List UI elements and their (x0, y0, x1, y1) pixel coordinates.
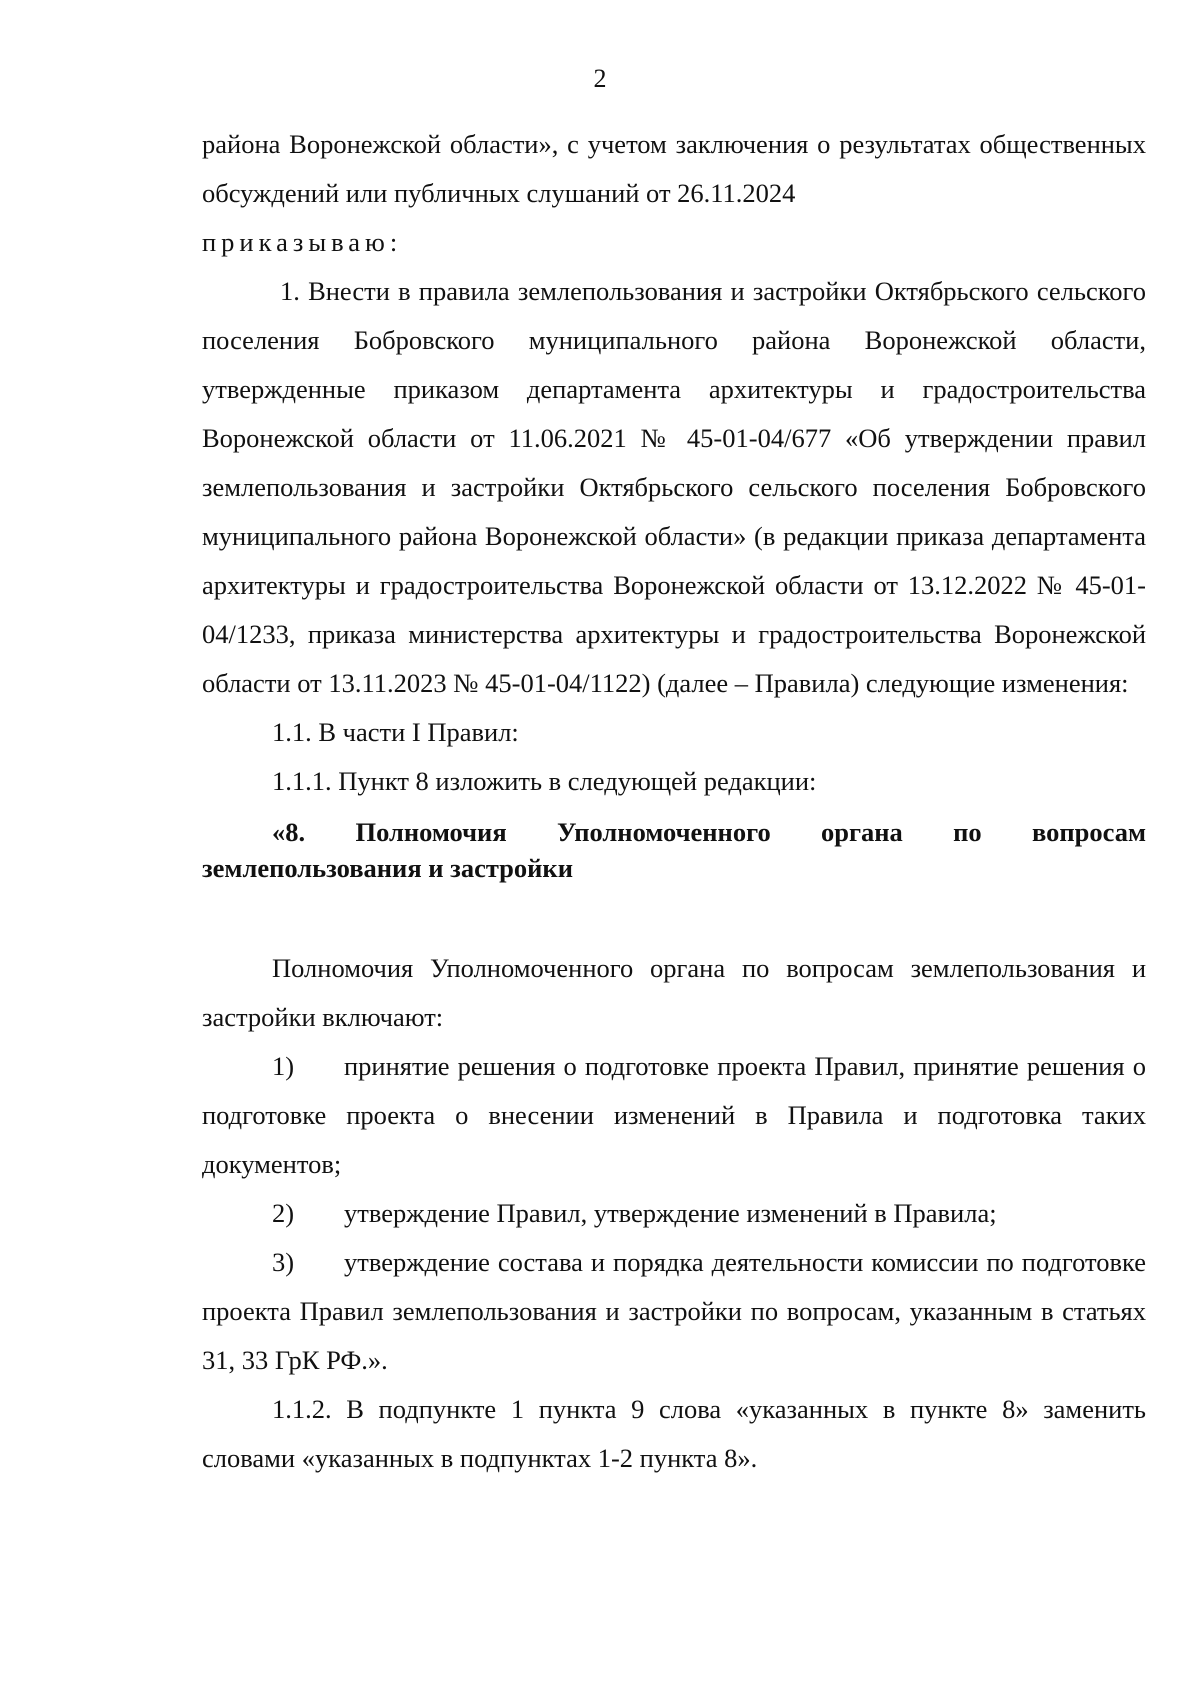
section-heading: «8. Полномочия Уполномоченного органа по вопросам землепользования и застройки (202, 817, 1146, 883)
page-number: 2 (593, 64, 607, 93)
paragraph-intro: района Воронежской области», с учетом заключения о результатах общественных обсуждений или публичных слушаний от 26.11.2024 (202, 129, 1146, 208)
paragraph-1-1-2: 1.1.2. В подпункте 1 пункта 9 слова «указанных в пункте 8» заменить словами «указанных в подпунктах 1-2 пункта 8». (202, 1394, 1146, 1473)
paragraph-1: 1. Внести в правила землепользования и застройки Октябрьского сельского поселения Бобровского муниципального района Воронежской области, утвержденные приказом департамента архитектуры и градостроительства Воронежской области от 11.06.2021 № 45-01-04/677 «Об утверждении правил землепользования и застройки Октябрьского сельского поселения Бобровского муниципального района Воронежской области» (в редакции приказа департамента архитектуры и градостроительства Воронежской области от 13.12.2022 № 45-01-04/1233, приказа министерства архитектуры и градостроительства Воронежской области от 13.11.2023 № 45-01-04/1122) (далее – Правила) следующие изменения: (202, 276, 1146, 698)
list-item (202, 1238, 1146, 1385)
list-item-text: утверждение Правил, утверждение изменений в Правила; (344, 1198, 997, 1228)
list-item-number: 3) (272, 1247, 295, 1277)
paragraph-1-1-1: 1.1.1. Пункт 8 изложить в следующей редакции: (272, 766, 817, 796)
list-item-number: 2) (272, 1198, 295, 1228)
paragraph-1-1: 1.1. В части I Правил: (272, 717, 519, 747)
order-word: приказываю: (202, 227, 403, 257)
document-body (202, 120, 1146, 1483)
list-item-text: принятие решения о подготовке проекта Правил, принятие решения о подготовке проекта о внесении изменений в Правила и подготовка таких документов; (202, 1051, 1146, 1179)
list-item-text: утверждение состава и порядка деятельности комиссии по подготовке проекта Правил землепользования и застройки по вопросам, указанным в статьях 31, 33 ГрК РФ.». (202, 1247, 1146, 1375)
powers-intro: Полномочия Уполномоченного органа по вопросам землепользования и застройки включают: (202, 953, 1146, 1032)
list-item (202, 1189, 1146, 1238)
list-item (202, 1042, 1146, 1189)
list-item-number: 1) (272, 1051, 295, 1081)
